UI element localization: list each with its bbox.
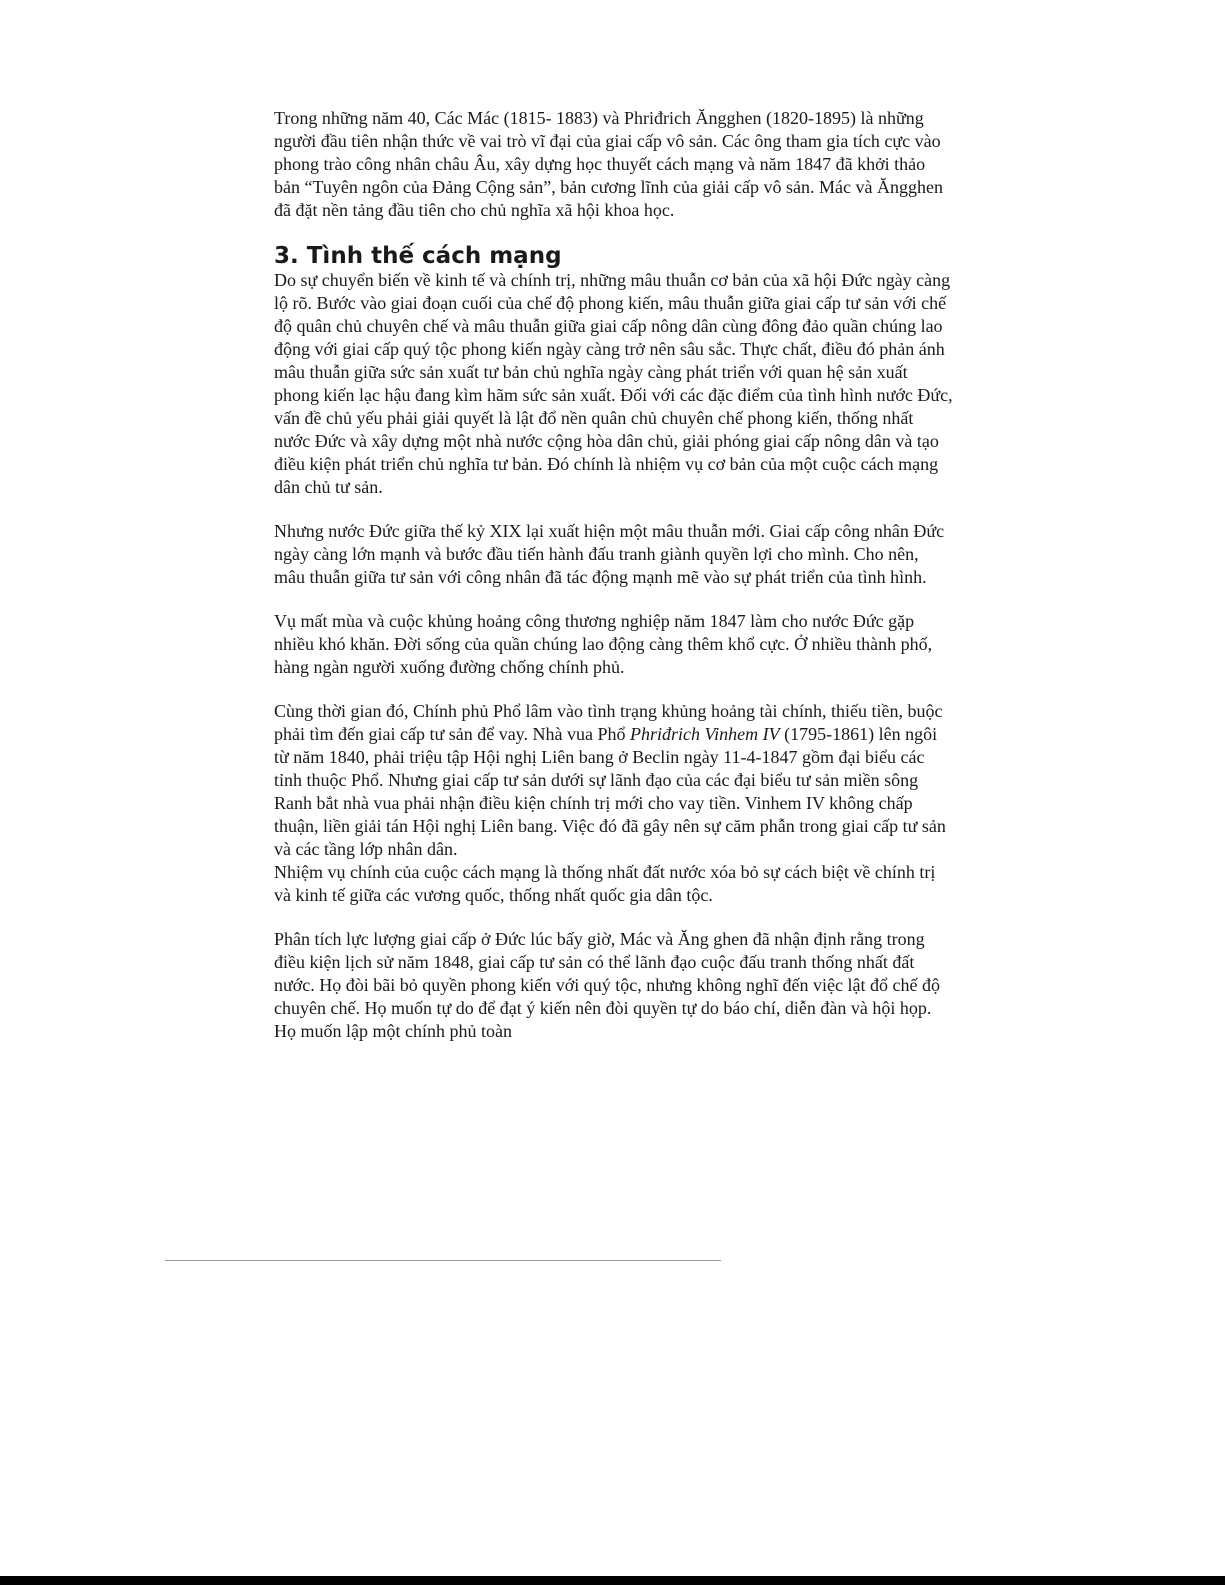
paragraph-contradictions: Do sự chuyển biến về kinh tế và chính trị, những mâu thuẫn cơ bản của xã hội Đức ngày càng lộ rõ. Bước vào giai đoạn cuối của chế độ phong kiến, mâu thuẫn giữa giai cấp tư sản với chế độ quân chủ chuyên chế và mâu thuẫn giữa giai cấp nông dân cùng đông đảo quần chúng lao động với giai cấp quý tộc phong kiến ngày càng trở nên sâu sắc. Thực chất, điều đó phản ánh mâu thuẫn giữa sức sản xuất tư bản chủ nghĩa ngày càng phát triển với quan hệ sản xuất phong kiến lạc hậu đang kìm hãm sức sản xuất. Đối với các đặc điểm của tình hình nước Đức, vấn đề chủ yếu phải giải quyết là lật đổ nền quân chủ chuyên chế phong kiến, thống nhất nước Đức và xây dựng một nhà nước cộng hòa dân chủ, giải phóng giai cấp nông dân và tạo điều kiện phát triển chủ nghĩa tư bản. Đó chính là nhiệm vụ cơ bản của một cuộc cách mạng dân chủ tư sản. — [274, 270, 953, 497]
paragraph-new-contradiction: Nhưng nước Đức giữa thế kỷ XIX lại xuất hiện một mâu thuẫn mới. Giai cấp công nhân Đức ngày càng lớn mạnh và bước đầu tiến hành đấu tranh giành quyền lợi cho mình. Cho nên, mâu thuẫn giữa tư sản với công nhân đã tác động mạnh mẽ vào sự phát triển của tình hình. — [274, 521, 945, 587]
paragraph-main-task: Nhiệm vụ chính của cuộc cách mạng là thống nhất đất nước xóa bỏ sự cách biệt về chính trị và kinh tế giữa các vương quốc, thống nhất quốc gia dân tộc. — [274, 862, 936, 905]
footer-divider — [165, 1260, 721, 1261]
paragraph-marx-engels: Trong những năm 40, Các Mác (1815- 1883) và Phriđrich Ăngghen (1820-1895) là những người đầu tiên nhận thức về vai trò vĩ đại của giai cấp vô sản. Các ông tham gia tích cực vào phong trào công nhân châu Âu, xây dựng học thuyết cách mạng và năm 1847 đã khởi thảo bản “Tuyên ngôn của Đảng Cộng sản”, bản cương lĩnh của giải cấp vô sản. Mác và Ăngghen đã đặt nền tảng đầu tiên cho chủ nghĩa xã hội khoa học. — [274, 108, 943, 220]
paragraph-prussian-crisis-start: Cùng thời gian đó, Chính phủ Phổ lâm vào tình trạng khủng hoảng tài chính, thiếu tiền, buộc phải tìm đến giai cấp tư sản để vay. Nhà vua Phổ — [274, 701, 943, 744]
paragraph-prussian-crisis — [274, 700, 954, 861]
paragraph-class-analysis: Phân tích lực lượng giai cấp ở Đức lúc bấy giờ, Mác và Ăng ghen đã nhận định rằng trong điều kiện lịch sử năm 1848, giai cấp tư sản có thể lãnh đạo cuộc đấu tranh thống nhất đất nước. Họ đòi bãi bỏ quyền phong kiến với quý tộc, nhưng không nghĩ đến việc lật đổ chế độ chuyên chế. Họ muốn tự do để đạt ý kiến nên đòi quyền tự do báo chí, diễn đàn và hội họp. Họ muốn lập một chính phủ toàn — [274, 929, 940, 1041]
page-bottom-edge — [0, 1576, 1225, 1585]
paragraph-crop-failure: Vụ mất mùa và cuộc khủng hoảng công thương nghiệp năm 1847 làm cho nước Đức gặp nhiều khó khăn. Đời sống của quần chúng lao động càng thêm khổ cực. Ở nhiều thành phố, hàng ngàn người xuống đường chống chính phủ. — [274, 611, 933, 677]
document-body — [274, 107, 954, 1064]
king-name: Phriđrich Vinhem IV — [630, 724, 780, 744]
section-heading: 3. Tình thế cách mạng — [274, 243, 562, 269]
paragraph-prussian-crisis-end: (1795-1861) lên ngôi từ năm 1840, phải triệu tập Hội nghị Liên bang ở Beclin ngày 11-4-1847 gồm đại biểu các tỉnh thuộc Phổ. Nhưng giai cấp tư sản dưới sự lãnh đạo của các đại biểu tư sản miền sông Ranh bắt nhà vua phải nhận điều kiện chính trị mới cho vay tiền. Vinhem IV không chấp thuận, liền giải tán Hội nghị Liên bang. Việc đó đã gây nên sự căm phẫn trong giai cấp tư sản và các tầng lớp nhân dân. — [274, 724, 946, 859]
